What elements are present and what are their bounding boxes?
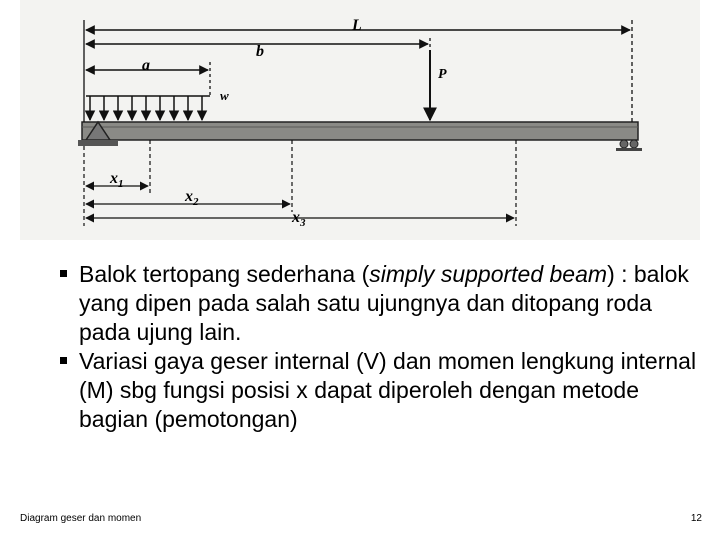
- bullet-list: [60, 260, 700, 434]
- label-x1: $x_1$: [110, 170, 124, 190]
- label-L: L: [352, 17, 362, 34]
- label-w: w: [220, 88, 229, 103]
- footer-title: Diagram geser dan momen: [20, 513, 142, 524]
- label-x2: $x_2$: [185, 188, 199, 208]
- bullet-1-pre: Balok tertopang sederhana (: [79, 261, 370, 287]
- label-b: b: [256, 43, 264, 60]
- square-bullet-icon: [60, 270, 67, 277]
- label-P: P: [438, 67, 447, 82]
- label-x3: $x_3$: [292, 209, 306, 229]
- beam-diagram: [20, 0, 700, 240]
- bullet-1-post: ) : balok yang dipen pada salah satu ujungnya dan ditopang roda pada ujung lain.: [79, 261, 689, 345]
- bullet-item-2: [60, 347, 700, 434]
- roller-support: [616, 140, 642, 151]
- bullet-1-italic: simply supported beam: [369, 261, 608, 287]
- page-number: 12: [690, 513, 702, 524]
- square-bullet-icon: [60, 357, 67, 364]
- bullet-item-1: [60, 260, 700, 347]
- bullet-2-text: Variasi gaya geser internal (V) dan momen lengkung internal (M) sbg fungsi posisi x dapat diperoleh dengan metode bagian (pemotongan): [79, 348, 697, 432]
- distributed-load: [86, 96, 210, 120]
- beam: [82, 122, 638, 140]
- label-a: a: [142, 57, 150, 74]
